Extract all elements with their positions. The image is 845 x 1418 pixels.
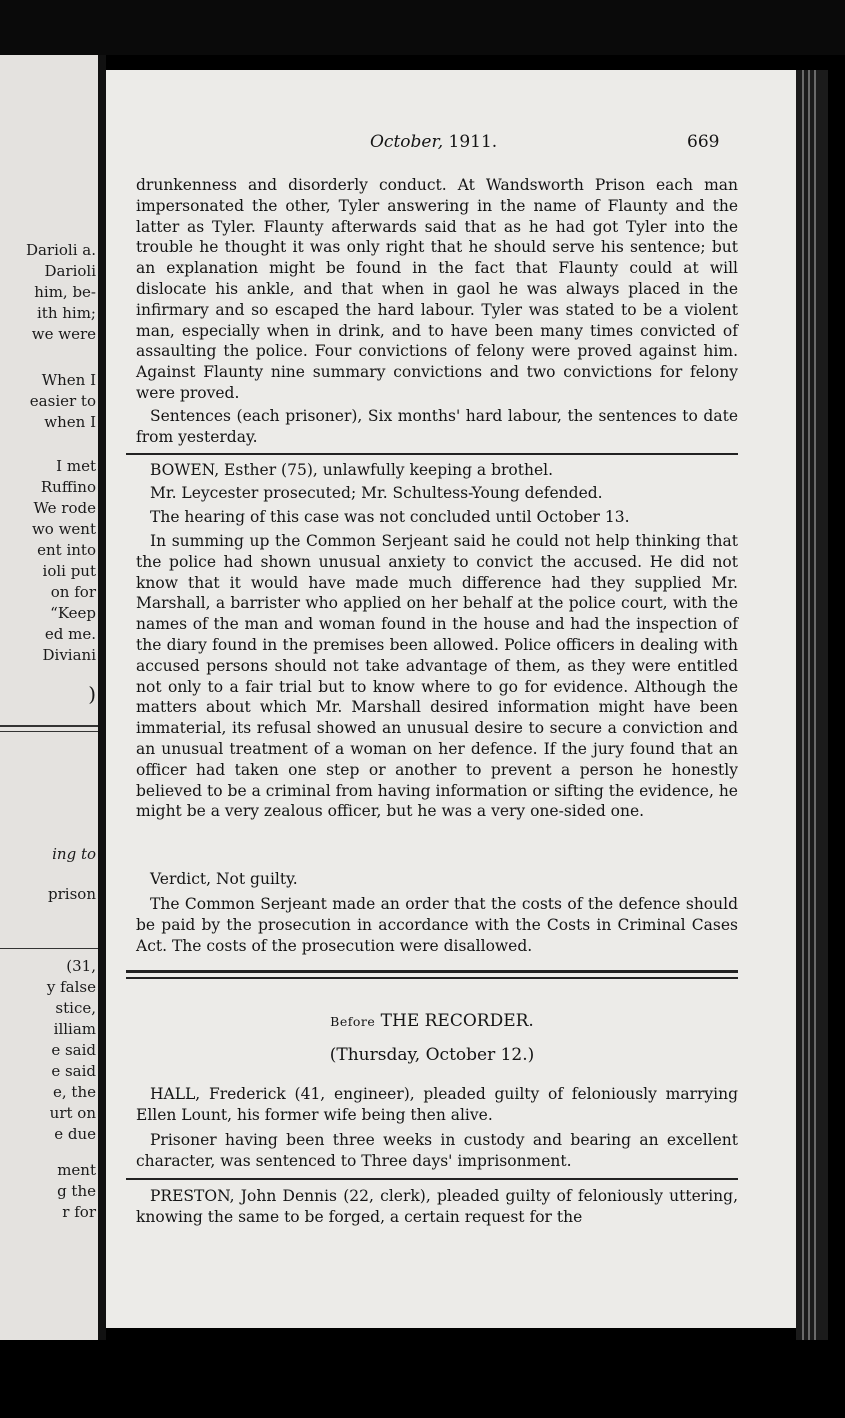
hearing-date: (Thursday, October 12.)	[329, 1045, 535, 1065]
running-header-date: October, 1911.	[370, 132, 498, 152]
facing-line: y false	[46, 978, 96, 996]
facing-line: Diviani	[42, 646, 96, 664]
facing-line: when I	[44, 413, 96, 431]
facing-line: We rode	[33, 499, 96, 517]
facing-line: on for	[50, 583, 96, 601]
court-heading: Before THE RECORDER.	[330, 1011, 534, 1031]
case2-counsel: Mr. Leycester prosecuted; Mr. Schultess-Young defended.	[150, 484, 603, 502]
facing-line: (31,	[66, 957, 96, 975]
case3-sentence: Prisoner having been three weeks in custody and bearing an excellent character, was sentenced to Three days' imprisonment.	[136, 1131, 738, 1170]
facing-line: “Keep	[50, 604, 96, 622]
facing-rule	[0, 948, 98, 949]
facing-line: e, the	[53, 1083, 96, 1101]
double-rule-top	[126, 970, 738, 973]
case1-sentence: Sentences (each prisoner), Six months' hard labour, the sentences to date from yesterday.	[136, 407, 738, 446]
facing-line: e due	[54, 1125, 96, 1143]
facing-line: Ruffino	[40, 478, 96, 496]
facing-rule	[0, 731, 98, 732]
facing-line: ment	[57, 1161, 96, 1179]
book-gutter	[98, 55, 106, 1340]
case4-heading: PRESTON, John Dennis (22, clerk), pleaded guilty of feloniously uttering, knowing the same to be forged, a certain request for the	[136, 1187, 738, 1226]
case2-summing-up: In summing up the Common Serjeant said he could not help thinking that the police had shown unusual anxiety to convict the accused. He did not know that it would have made much difference had they supplied Mr. Marshall, a barrister who applied on her behalf at the police court, with the names of the man and woman found in the house and had the inspection of the diary found in the premises been allowed. Police officers in dealing with accused persons should not take advantage of them, as they were entitled not only to a fair trial but to know where to go for evidence. Although the matters about which Mr. Marshall desired information might have been immaterial, its refusal showed an unusual desire to secure a conviction and an unusual treatment of a woman on her defence. If the jury found that an officer had taken one step or another to prevent a person he honestly believed to be a criminal from having information or sifting the evidence, he might be a very zealous officer, but he was a very one-sided one.	[136, 532, 738, 821]
facing-page	[0, 55, 98, 1340]
facing-line: ioli put	[42, 562, 96, 580]
facing-line: him, be-	[34, 283, 96, 301]
section-divider	[126, 453, 738, 455]
facing-line: Darioli a.	[25, 241, 96, 259]
facing-line: e said	[51, 1062, 96, 1080]
facing-line: ing to	[52, 845, 96, 863]
facing-line: )	[88, 682, 96, 706]
scan-border-bottom	[0, 1340, 845, 1418]
facing-line: prison	[48, 885, 96, 903]
case2-costs: The Common Serjeant made an order that the costs of the defence should be paid by the prosecution in accordance with the Costs in Criminal Cases Act. The costs of the prosecution were disallowed.	[136, 895, 738, 955]
case1-continuation: drunkenness and disorderly conduct. At Wandsworth Prison each man impersonated the other, Tyler answering in the name of Flaunty and the latter as Tyler. Flaunty afterwards said that as he had got Tyler into the trouble he thought it was only right that he should serve his sentence; but an explanation might be found in the fact that Flaunty could at will dislocate his ankle, and that when in gaol he was always placed in the infirmary and so escaped the hard labour. Tyler was stated to be a violent man, especially when in drink, and to have been many times convicted of assaulting the police. Four convictions of felony were proved against him. Against Flaunty nine summary convictions and two convictions for felony were proved.	[136, 176, 738, 402]
case2-hearing: The hearing of this case was not concluded until October 13.	[150, 508, 630, 526]
page-edge	[796, 70, 828, 1340]
case2-verdict: Verdict, Not guilty.	[150, 870, 298, 888]
facing-line: Darioli	[44, 262, 96, 280]
section-divider	[126, 1178, 738, 1180]
case3-heading: HALL, Frederick (41, engineer), pleaded guilty of feloniously marrying Ellen Lount, his former wife being then alive.	[136, 1085, 738, 1124]
facing-line: When I	[41, 371, 96, 389]
facing-line: e said	[51, 1041, 96, 1059]
facing-line: illiam	[53, 1020, 96, 1038]
facing-line: stice,	[55, 999, 96, 1017]
facing-line: wo went	[31, 520, 96, 538]
scan-border-top	[0, 0, 845, 55]
case2-heading: BOWEN, Esther (75), unlawfully keeping a brothel.	[150, 461, 554, 479]
facing-line: ith him;	[37, 304, 96, 322]
facing-line: urt on	[49, 1104, 96, 1122]
facing-line: easier to	[29, 392, 96, 410]
facing-line: I met	[56, 457, 96, 475]
facing-rule	[0, 725, 98, 727]
facing-line: ed me.	[44, 625, 96, 643]
facing-line: we were	[31, 325, 96, 343]
double-rule-bottom	[126, 977, 738, 979]
page-number: 669	[687, 132, 720, 152]
facing-line: r for	[62, 1203, 96, 1221]
facing-line: ent into	[37, 541, 96, 559]
facing-line: g the	[57, 1182, 96, 1200]
